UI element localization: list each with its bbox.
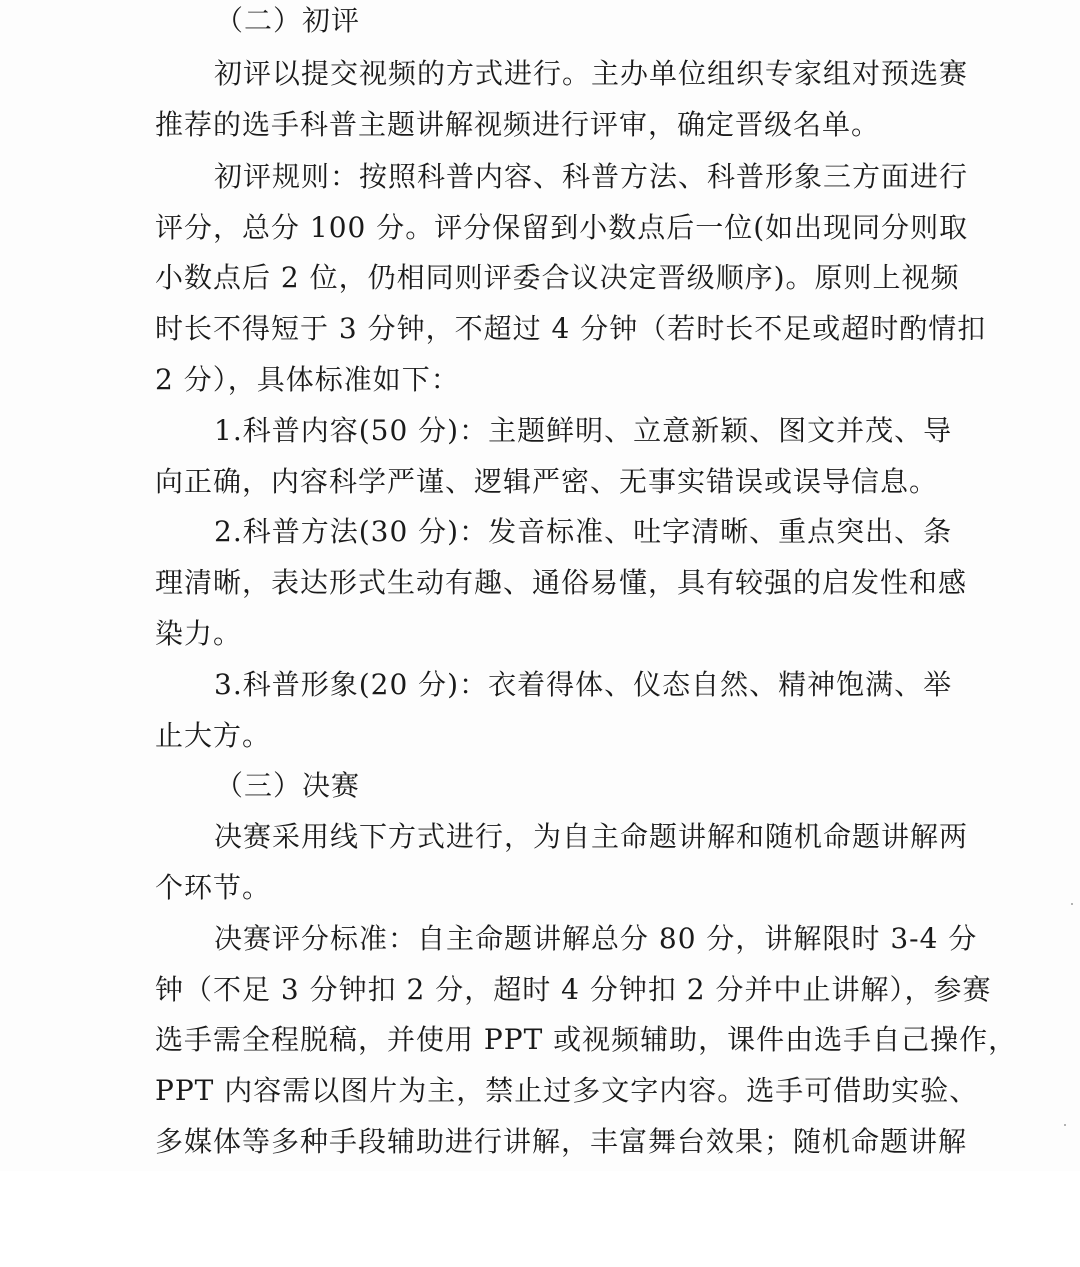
paragraph-line — [0, 203, 1080, 253]
paragraph-text: 选手需全程脱稿，并使用 PPT 或视频辅助，课件由选手自己操作， — [155, 1023, 1018, 1056]
paragraph-line — [0, 965, 1080, 1015]
paragraph-text: 1.科普内容(50 分)：主题鲜明、立意新颖、图文并茂、导 — [214, 414, 953, 447]
paragraph-text: 钟（不足 3 分钟扣 2 分，超时 4 分钟扣 2 分并中止讲解），参赛 — [155, 973, 992, 1006]
heading-text: （二）初评 — [215, 4, 361, 37]
paragraph-line — [0, 253, 1080, 303]
paragraph-text: 初评规则：按照科普内容、科普方法、科普形象三方面进行 — [214, 160, 969, 193]
paragraph-line — [0, 863, 1080, 913]
paragraph-line — [0, 558, 1080, 608]
paragraph-line — [0, 812, 1080, 862]
paragraph-line — [0, 1015, 1080, 1065]
criteria-item-image — [0, 660, 1080, 710]
paragraph-line — [0, 711, 1080, 761]
paragraph-line — [0, 1066, 1080, 1116]
paragraph-line — [0, 304, 1080, 354]
paragraph-text: 向正确，内容科学严谨、逻辑严密、无事实错误或误导信息。 — [155, 465, 939, 498]
paragraph-line — [0, 914, 1080, 964]
paragraph-text: 决赛评分标准：自主命题讲解总分 80 分，讲解限时 3-4 分 — [214, 922, 978, 955]
paragraph-text: 个环节。 — [155, 871, 272, 904]
scan-speck — [1064, 1124, 1066, 1126]
paragraph-text: 多媒体等多种手段辅助进行讲解，丰富舞台效果；随机命题讲解 — [155, 1125, 968, 1158]
paragraph-line — [0, 1117, 1080, 1167]
section-heading-final — [0, 761, 1080, 811]
paragraph-line — [0, 100, 1080, 150]
paragraph-text: 时长不得短于 3 分钟，不超过 4 分钟（若时长不足或超时酌情扣 — [155, 312, 987, 345]
scan-speck — [1071, 903, 1073, 905]
paragraph-text: 决赛采用线下方式进行，为自主命题讲解和随机命题讲解两 — [214, 820, 969, 853]
paragraph-text: 小数点后 2 位，仍相同则评委合议决定晋级顺序)。原则上视频 — [155, 261, 960, 294]
paragraph-text: 理清晰，表达形式生动有趣、通俗易懂，具有较强的启发性和感 — [155, 566, 968, 599]
paragraph-text: 2 分），具体标准如下： — [155, 363, 460, 396]
heading-text: （三）决赛 — [215, 769, 361, 802]
paragraph-line — [0, 152, 1080, 202]
paragraph-line — [0, 49, 1080, 99]
criteria-item-method — [0, 507, 1080, 557]
paragraph-text: 初评以提交视频的方式进行。主办单位组织专家组对预选赛 — [214, 57, 969, 90]
section-heading-initial-review — [0, 0, 1080, 46]
paragraph-text: 染力。 — [155, 617, 243, 650]
paragraph-text: 止大方。 — [155, 719, 272, 752]
paragraph-line — [0, 609, 1080, 659]
paragraph-text: PPT 内容需以图片为主，禁止过多文字内容。选手可借助实验、 — [155, 1074, 979, 1107]
criteria-item-content — [0, 406, 1080, 456]
paragraph-text: 2.科普方法(30 分)：发音标准、吐字清晰、重点突出、条 — [214, 515, 953, 548]
paragraph-line — [0, 457, 1080, 507]
paragraph-line — [0, 355, 1080, 405]
paragraph-text: 评分，总分 100 分。评分保留到小数点后一位(如出现同分则取 — [155, 211, 969, 244]
paragraph-text: 3.科普形象(20 分)：衣着得体、仪态自然、精神饱满、举 — [214, 668, 953, 701]
paragraph-text: 推荐的选手科普主题讲解视频进行评审，确定晋级名单。 — [155, 108, 881, 141]
